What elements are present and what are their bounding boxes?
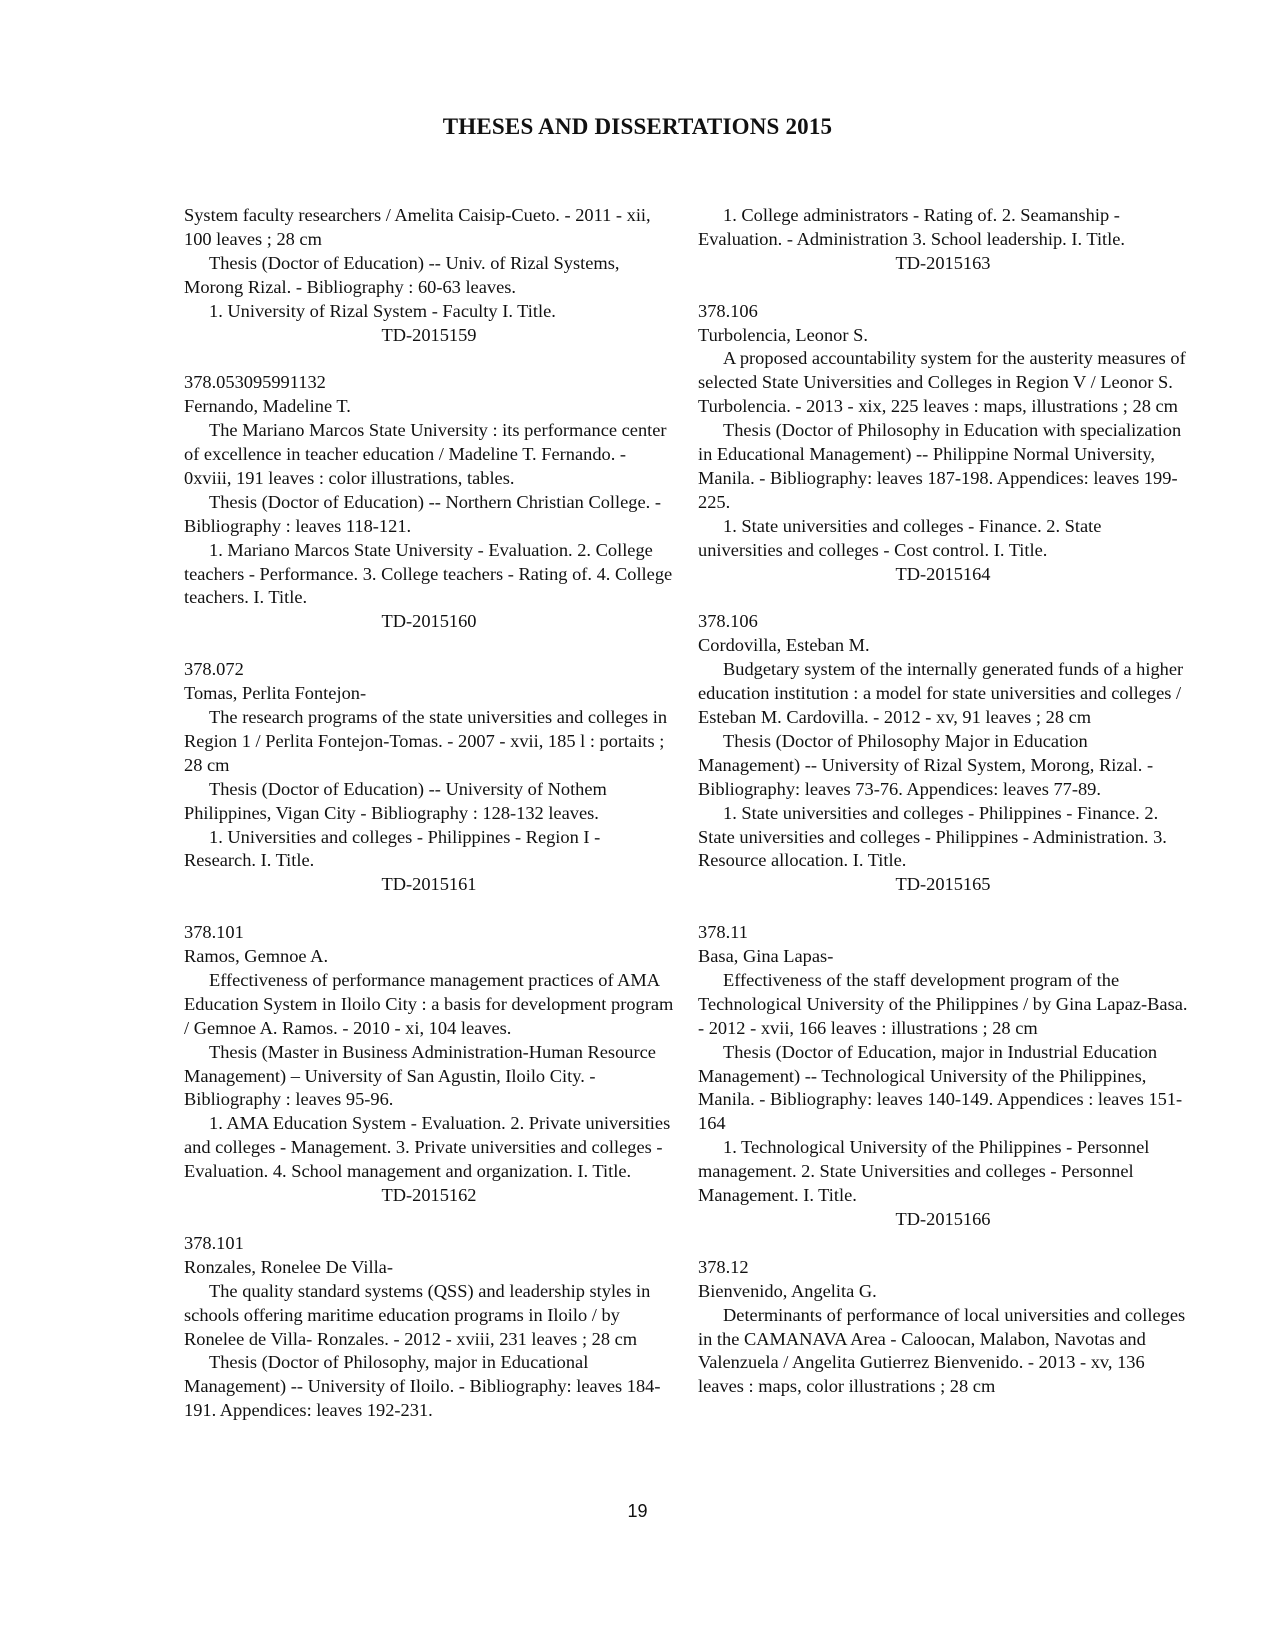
entry-call-number: 378.072: [184, 659, 244, 680]
catalog-entry: [698, 204, 1188, 276]
entry-author: Basa, Gina Lapas-: [698, 946, 834, 967]
catalog-entry: [698, 1256, 1188, 1399]
entry-call-number: 378.12: [698, 1256, 749, 1277]
entry-td-number: TD-2015164: [895, 563, 991, 584]
entry-thesis-note: Thesis (Doctor of Education) -- Univ. of Rizal Systems, Morong Rizal. - Bibliography : 60-63 leaves.: [184, 252, 620, 297]
entry-author: Cordovilla, Esteban M.: [698, 635, 870, 656]
entry-description: The quality standard systems (QSS) and leadership styles in schools offering maritime education programs in Iloilo / by Ronelee de Villa- Ronzales. - 2012 - xviii, 231 leaves ; 28 cm: [184, 1280, 651, 1349]
entry-thesis-note: Thesis (Doctor of Philosophy Major in Education Management) -- University of Rizal System, Morong, Rizal. - Bibliography: leaves 73-76. Appendices: leaves 77-89.: [698, 730, 1154, 799]
entry-thesis-note: Thesis (Doctor of Education) -- Northern Christian College. - Bibliography : leaves 118-121.: [184, 491, 661, 536]
entry-subjects: 1. AMA Education System - Evaluation. 2. Private universities and colleges - Management. 3. Private universities and colleges - Evaluation. 4. School management and organization. I. Title.: [184, 1113, 671, 1182]
entry-subjects: 1. Universities and colleges - Philippines - Region I - Research. I. Title.: [184, 826, 601, 871]
entry-td-number: TD-2015166: [895, 1209, 991, 1230]
entry-subjects: 1. State universities and colleges - Philippines - Finance. 2. State universities and colleges - Philippines - Administration. 3. Resource allocation. I. Title.: [698, 802, 1167, 871]
catalog-entry: [184, 921, 674, 1208]
catalog-entry: [698, 610, 1188, 897]
entry-thesis-note: Thesis (Master in Business Administration-Human Resource Management) – University of San Agustin, Iloilo City. - Bibliography : leaves 95-96.: [184, 1041, 656, 1110]
entry-author: Bienvenido, Angelita G.: [698, 1280, 877, 1301]
left-column: [184, 204, 674, 1447]
entry-thesis-note: Thesis (Doctor of Philosophy in Education with specialization in Educational Management) -- Philippine Normal University, Manila. - Bibliography: leaves 187-198. Appendices: leaves 199-225.: [698, 420, 1182, 512]
entry-call-number: 378.106: [698, 300, 758, 321]
entry-call-number: 378.101: [184, 1232, 244, 1253]
entry-description: Determinants of performance of local universities and colleges in the CAMANAVA Area - Caloocan, Malabon, Navotas and Valenzuela / Angelita Gutierrez Bienvenido. - 2013 - xv, 136 leaves : maps, color illustrations ; 28 cm: [698, 1304, 1186, 1397]
entry-subjects: 1. Technological University of the Philippines - Personnel management. 2. State Universities and colleges - Personnel Management. I. Title.: [698, 1137, 1150, 1206]
entry-td-number: TD-2015163: [895, 252, 991, 273]
entry-author: Ramos, Gemnoe A.: [184, 946, 329, 967]
catalog-entry: [698, 921, 1188, 1232]
entry-td-number: TD-2015159: [381, 324, 477, 345]
entry-description: Effectiveness of the staff development program of the Technological University of the Philippines / by Gina Lapaz-Basa. - 2012 - xvii, 166 leaves : illustrations ; 28 cm: [698, 969, 1188, 1038]
entry-subjects: 1. State universities and colleges - Finance. 2. State universities and colleges - Cost control. I. Title.: [698, 515, 1102, 560]
catalog-entry: [184, 658, 674, 897]
entry-td-number: TD-2015165: [895, 874, 991, 895]
entry-thesis-note: Thesis (Doctor of Education, major in Industrial Education Management) -- Technological University of the Philippines, Manila. - Bibliography: leaves 140-149. Appendices : leaves 151-164: [698, 1041, 1183, 1134]
entry-subjects: 1. Mariano Marcos State University - Evaluation. 2. College teachers - Performance. 3. College teachers - Rating of. 4. College teachers. I. Title.: [184, 539, 673, 608]
entry-call-number: 378.11: [698, 922, 748, 943]
entry-thesis-note: Thesis (Doctor of Education) -- University of Nothem Philippines, Vigan City - Bibliography : 128-132 leaves.: [184, 778, 607, 823]
entry-description: The Mariano Marcos State University : its performance center of excellence in teacher education / Madeline T. Fernando. - 0xviii, 191 leaves : color illustrations, tables.: [184, 420, 667, 488]
entry-author: Tomas, Perlita Fontejon-: [184, 683, 367, 704]
entry-author: Fernando, Madeline T.: [184, 396, 351, 417]
entry-td-number: TD-2015160: [381, 611, 477, 632]
catalog-entry: [184, 204, 674, 347]
entry-call-number: 378.101: [184, 922, 244, 943]
entry-description: A proposed accountability system for the austerity measures of selected State Universities and Colleges in Region V / Leonor S. Turbolencia. - 2013 - xix, 225 leaves : maps, illustrations ; 28 cm: [698, 348, 1186, 417]
entry-description: Effectiveness of performance management practices of AMA Education System in Iloilo City : a basis for development program / Gemnoe A. Ramos. - 2010 - xi, 104 leaves.: [184, 969, 674, 1038]
right-column: [698, 204, 1188, 1423]
page-number: 19: [627, 1501, 648, 1521]
page-title: THESES AND DISSERTATIONS 2015: [442, 114, 833, 139]
entry-author: Ronzales, Ronelee De Villa-: [184, 1256, 393, 1277]
catalog-entry: [698, 300, 1188, 587]
entry-call-number: 378.053095991132: [184, 372, 326, 393]
entry-td-number: TD-2015162: [381, 1185, 477, 1206]
entry-description: Budgetary system of the internally generated funds of a higher education institution : a model for state universities and colleges / Esteban M. Cardovilla. - 2012 - xv, 91 leaves ; 28 cm: [698, 659, 1184, 727]
entry-description: The research programs of the state universities and colleges in Region 1 / Perlita Fontejon-Tomas. - 2007 - xvii, 185 l : portaits ; 28 cm: [184, 707, 668, 775]
entry-subjects: 1. College administrators - Rating of. 2. Seamanship - Evaluation. - Administration 3. School leadership. I. Title.: [698, 205, 1126, 249]
catalog-entry: [184, 1232, 674, 1423]
entry-author: Turbolencia, Leonor S.: [698, 324, 868, 345]
entry-call-number: 378.106: [698, 611, 758, 632]
entry-description: System faculty researchers / Amelita Caisip-Cueto. - 2011 - xii, 100 leaves ; 28 cm: [184, 205, 651, 249]
entry-td-number: TD-2015161: [381, 874, 477, 895]
entry-subjects: 1. University of Rizal System - Faculty I. Title.: [209, 300, 556, 321]
entry-thesis-note: Thesis (Doctor of Philosophy, major in Educational Management) -- University of Iloilo. - Bibliography: leaves 184-191. Appendices: leaves 192-231.: [184, 1352, 661, 1421]
catalog-entry: [184, 371, 674, 634]
